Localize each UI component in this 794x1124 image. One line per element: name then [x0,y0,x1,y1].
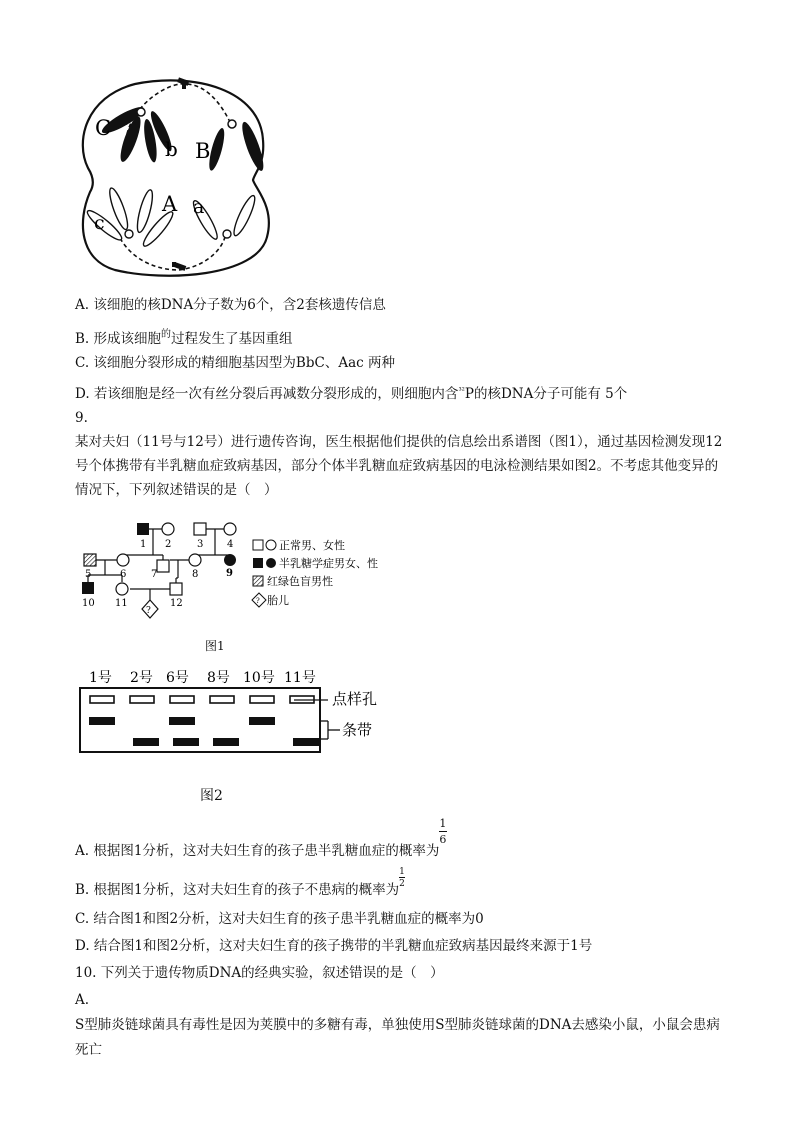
fig1-caption: 图1 [205,639,225,653]
fig2-caption: 图2 [200,788,223,804]
svg-text:12: 12 [170,598,183,609]
lane-label: 10号 [243,670,275,686]
svg-text:?: ? [146,606,151,616]
gel-band-lower [213,738,239,746]
pedigree-figure [80,520,410,630]
svg-text:9: 9 [226,568,233,579]
label-C: C [95,116,112,140]
label-a: a [193,196,205,218]
individual-11 [116,583,128,595]
lane-label: 6号 [166,670,189,686]
q9-option-d: D. 结合图1和图2分析，这对夫妇生育的孩子携带的半乳糖血症致病基因最终来源于1号 [75,938,593,954]
svg-text:4: 4 [227,539,234,550]
individual-5 [84,554,96,566]
gel-band-lower [173,738,199,746]
gel-band-upper [169,717,195,725]
label-B: B [195,139,211,163]
cell-division-figure [75,72,285,282]
q9-stem: 某对夫妇（11号与12号）进行遗传咨询，医生根据他们提供的信息绘出系谱图（图1），通过基因检测发现12号个体携带有半乳糖血症致病基因，部分个体半乳糖血症致病基因的电泳检测结果如图2。不考虑其他变异的情况下，下列叙述错误的是（ ） [75,434,723,498]
svg-text:1: 1 [140,539,147,550]
spindle-bottom [117,232,225,270]
label-b: b [165,137,178,161]
svg-text:6: 6 [120,569,127,580]
svg-text:11: 11 [115,598,128,609]
q9-option-a: A. 根据图1分析，这对夫妇生育的孩子患半乳糖血症的概率为 $\frac{1}{6}$ [75,817,447,859]
svg-text:5: 5 [85,569,92,580]
individual-2 [162,523,174,535]
gel-figure [78,664,408,759]
label-c: c [94,212,105,234]
svg-text:红绿色盲男性: 红绿色盲男性 [267,575,333,588]
q9-option-c: C. 结合图1和图2分析，这对夫妇生育的孩子患半乳糖血症的概率为0 [75,911,484,927]
gel-band-lower [133,738,159,746]
q10-option-a-text: S型肺炎链球菌具有毒性是因为荚膜中的多糖有毒，单独使用S型肺炎链球菌的DNA去感染小鼠，小鼠会患病死亡 [75,1017,720,1058]
gel-well [170,696,194,703]
individual-1 [137,523,149,535]
chromosomes-top-right [206,120,267,173]
lane-label: 1号 [89,670,112,686]
q8-option-c: C. 该细胞分裂形成的精细胞基因型为BbC、Aac 两种 [75,355,395,371]
individual-4 [224,523,236,535]
pedigree-legend [252,538,378,607]
q9-number: 9. [75,410,88,426]
label-A: A [162,192,178,216]
individual-6 [117,554,129,566]
svg-text:3: 3 [197,539,204,550]
q8-option-d: D. 若该细胞是经一次有丝分裂后再减数分裂形成的，则细胞内含$^{^{32}}$P的核DNA分子可能有 5个 [75,386,628,402]
q10-stem: 10. 下列关于遗传物质DNA的经典实验，叙述错误的是（ ） [75,965,444,981]
gel-well [250,696,274,703]
gel-well [130,696,154,703]
svg-text:7: 7 [151,569,158,580]
lane-label: 8号 [207,670,230,686]
gel-well [90,696,114,703]
lane-label: 2号 [130,670,153,686]
gel-well [210,696,234,703]
gel-band-upper [89,717,115,725]
cell-membrane [83,80,269,275]
individual-9 [224,554,236,566]
q8-option-a: A. 该细胞的核DNA分子数为6个，含2套核遗传信息 [75,297,386,313]
svg-text:胎儿: 胎儿 [267,594,289,607]
individual-7 [157,560,169,572]
gel-box [80,688,320,752]
svg-text:10: 10 [82,598,95,609]
gel-band-lower [293,738,319,746]
gel-band-upper [249,717,275,725]
q10-option-a-label: A. [75,992,90,1008]
individual-10 [82,582,94,594]
svg-text:正常男、女性: 正常男、女性 [279,539,345,552]
q8-option-b: B. 形成该细胞$^的$过程发生了基因重组 [75,329,293,347]
gel-label-well: 点样孔 [332,690,378,708]
centriole-top [177,77,189,89]
svg-text:?: ? [256,597,260,605]
svg-text:8: 8 [192,569,199,580]
svg-text:半乳糖学症男女、性: 半乳糖学症男女、性 [279,557,378,570]
individual-3 [194,523,206,535]
gel-label-band: 条带 [342,721,373,739]
lane-label: 11号 [284,670,316,686]
individual-8 [189,554,201,566]
individual-12 [170,583,182,595]
svg-text:2: 2 [165,539,172,550]
q9-option-b: B. 根据图1分析，这对夫妇生育的孩子不患病的概率为 $\frac{1}{2}$ [75,867,405,898]
